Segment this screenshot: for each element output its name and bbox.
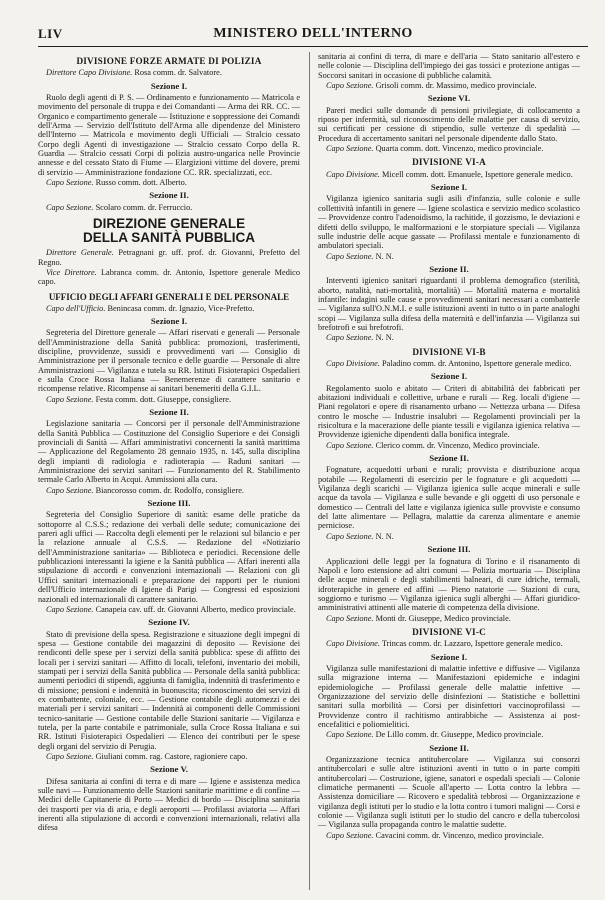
chief-name: Quarta comm. dott. Vincenzo, medico provinciale. (375, 144, 544, 154)
director-name: Petragnani gr. uff. prof. dr. Giovanni, Prefetto del Regno. (38, 248, 300, 267)
chief-role: Capo Sezione. (326, 531, 374, 541)
section-text: Organizzazione tecnica antitubercolare — Vigilanza sui consorzi antitubercolari e sulle altre istituzioni aventi in tutto o in parte compiti antitubercolari — Costruzione, igiene, sanatori e ospedali speciali — Colonie climatiche permanenti — Scuole all'aperto — Lotta contro la lebbra — Assistenza domiciliare — Ricovero e spedalità tebbrosi — Organizzazione e vigilanza degli istituti per lo studio e la lotta contro i tumori maligni — Corsi e colonie — Vigilanza sugli istituti per lo studio del cancro e della tubercolosi — Vigilanza sulla propaganda contro le malattie sudette. (318, 755, 580, 830)
section-chief (318, 252, 580, 261)
section-chief (38, 752, 300, 761)
chief-name: De Lillo comm. dr. Giuseppe, Medico provinciale. (375, 730, 544, 740)
section-text: Segreteria del Consiglio Superiore di sanità: esame delle pratiche da sottoporre al C.S.S.; redazione dei verbali delle sedute; comunicazione dei pareri agli uffici — Raccolta degli elementi per le relazioni sul bilancio e per la relazione annuale al C.S.S. — Redazione del «Notiziario dell'Amministrazione sanitaria» — Biblioteca e periodici. Recensione delle pubblicazioni interessanti la igiene e la Sanità pubblica — Affari inerenti alla stipulazione di accordi e convenzioni internazionali — Relazioni con gli Uffici sanitari internazionali e preparazione dei rapporti per le riunioni dell'Ufficio internazionale di Igiene di Parigi — Congressi ed esposizioni nazionali ed internazionali di carattere sanitario. (38, 510, 300, 604)
section-chief (38, 203, 300, 212)
chief-name: N. N. (375, 531, 394, 541)
office-title: UFFICIO DEGLI AFFARI GENERALI E DEL PERSONALE (48, 291, 290, 302)
section-title: Sezione II. (149, 406, 189, 417)
section-title: Sezione III. (427, 544, 471, 555)
section-text: Stato di previsione della spesa. Registrazione e situazione degli impegni di spesa — Gestione contabile dei magazzini di deposito — Revisione dei rendiconti delle spese per i servizi della sanità pubblica: spese di affitto dei locali per i servizi sanitari — Affitto di locali, telefoni, inventario dei mobili, stampati per i servizi della Sanità pubblica — Personale della sanità pubblica: aumenti periodici di stipendi, aggiunta di famiglia, indennità di trasferimento e di missione; pensioni e indennità in buonuscita; riconoscimento dei servizi di ex combattente, coloniale, ecc. — Gestione contabile degli automezzi e dei materiali per i servizi sanitari — Indennità ai componenti delle Commissioni tecnico-sanitarie — Gestione contabile delle Stazioni sanitarie — Vigilanza e tutela, per la parte contabile e patrimoniale, sulla Croce Rossa Italiana e sui RR. Istituti Fisioterapici Ospedalieri — Elenco dei contributi per le spese degli organi del servizio di Perugia. (38, 629, 300, 751)
division-director (318, 359, 580, 368)
section-text: Legislazione sanitaria — Concorsi per il personale dell'Amministrazione della Sanità Pubblica — Costituzione del Consiglio Superiore e dei Consigli provinciali di Sanità — Affari amministrativi concernenti la sanità marittima — Applicazione del Regolamento 28 gennaio 1935, n. 145, sulla disciplina degli impianti di radiologia e radioterapia — Raduni sanitari — Amministrazione dei servizi sanitari — Funzionamento del R. Stabilimento termale Carlo Alberto in Acqui. Ammissioni alla cura. (38, 419, 300, 485)
chief-name: Canapeia cav. uff. dr. Giovanni Alberto, medico provinciale. (95, 604, 296, 614)
section-chief (318, 532, 580, 541)
section-title: Sezione I. (430, 371, 468, 382)
chief-name: Grisoli comm. dr. Massimo, medico provinciale. (375, 81, 537, 91)
division-title: DIVISIONE VI-B (412, 346, 486, 357)
section-text: Vigilanza sulle manifestazioni di malattie infettive e diffusive — Vigilanza sulla migrazione interna — Manifestazioni epidemiche e indagini epidemiologiche — Profilassi generale delle malattie infettive — Organizzazione del servizio delle disinfezioni — Statistiche e bollettini sanitari sulla morbilità — Corsi per disinfettori vaccinoprofilassi — Provvidenze contro il rachitismo antirabbiche — Assistenza ai post-encefalitici e poliomielitici. (318, 663, 580, 729)
chief-role: Capo Sezione. (326, 333, 374, 343)
column-divider (309, 52, 310, 890)
section-chief (318, 333, 580, 342)
chief-name: N. N. (375, 333, 394, 343)
section-text: Vigilanza igienico sanitaria sugli asili d'infanzia, sulle colonie e sulle collettività infantili in genere — Igiene scolastica e servizio medico scolastico — Provvidenze contro l'adenoidismo, la rachitide, il gozzismo, le deviazioni e difetti dello sviluppo, le malformazioni e le storpiature speciali — Vigilanza sulle industrie delle acque gassate — Profilassi mentale e funzionamento di ambulatori speciali. (318, 194, 580, 251)
director-role: Direttore Generale. (46, 248, 114, 258)
section-title: Sezione VI. (427, 93, 471, 104)
chief-role: Capo Sezione. (46, 178, 94, 188)
chief-role: Capo Sezione. (326, 613, 374, 623)
section-chief (38, 395, 300, 404)
chief-name: Scolaro comm. dr. Ferruccio. (95, 202, 193, 212)
section-chief (38, 178, 300, 187)
section-title: Sezione IV. (148, 617, 190, 628)
chief-name: Giuliani comm. rag. Castore, ragioniere capo. (95, 752, 248, 761)
section-title: Sezione III. (147, 498, 191, 509)
section-text: Ruolo degli agenti di P. S. — Ordinamento e funzionamento — Matricola e movimento del personale di truppa e dei Comandanti — Arma dei RR. CC. — Organico e compartimento generale — Istituzione e soppressione dei Comandi dell'Arma — Servizio dell'Istituto dell'Arma alle dipendenze del Ministero dell'Interno — Matricola e movimento degli Ufficiali — Stralcio cessato Corpo degli Agenti di investigazione — Stralcio cessato Corpo della R. Guardia — Stralcio cessati Corpi di polizia austro-ungarica nelle Provincie annesse e del cessato Stato di Fiume — Elargizioni vittime del dovere, premi di servizio — Amministrazione fondazione CC. RR. specializzati, ecc. (38, 93, 300, 177)
division-director (318, 170, 580, 179)
director-name: Trincas comm. dr. Lazzaro, Ispettore generale medico. (381, 639, 563, 649)
chief-role: Capo Sezione. (46, 604, 94, 614)
director-name: Rosa comm. dr. Salvatore. (134, 68, 222, 78)
director-role: Direttore Capo Divisione. (46, 68, 133, 78)
chief-role: Capo Sezione. (46, 485, 94, 495)
chief-role: Capo Sezione. (46, 394, 94, 404)
chief-role: Capo Sezione. (326, 730, 374, 740)
director-name: Labranca comm. dr. Antonio, Ispettore generale Medico capo. (38, 267, 300, 287)
chief-name: Clerico comm. dr. Vincenzo, Medico provinciale. (375, 440, 540, 450)
section-text: Regolamento suolo e abitato — Criteri di abitabilità dei fabbricati per abitazioni individuali e collettive, urbane e rurali — Reg. locali d'igiene — Piani regolatori e opere di risanamento urbano — Nettezza urbana — Difesa contro le mosche — Industrie insalubri — Regolamenti provinciali per la risicoltura e la macerazione delle piante tessili e vigilanza igienica relativa — Provvidenze igieniche dipendenti dalla bonifica integrale. (318, 383, 580, 440)
director-role: Capo Divisione. (326, 169, 380, 179)
section-text: Applicazioni delle leggi per la fognatura di Torino e il risanamento di Napoli e loro estensione ad altri comuni — Polizia mortuaria — Disciplina delle acque minerali e degli stabilimenti balneari, di cure idriche, termali, idroterapiche in genere ed affini — Pieno natatorie — Stazioni di cura, soggiorno e turismo — Vigilanza igienica sugli alberghi — Affari giuridico-amministrativi attinenti alle materie di competenza della divisione. (318, 556, 580, 613)
page-header (38, 24, 588, 47)
director-role: Vice Direttore. (46, 267, 97, 277)
general-director (38, 248, 300, 267)
section-chief (38, 486, 300, 495)
director-role: Capo Divisione. (326, 639, 380, 649)
section-title: Sezione I. (430, 651, 468, 662)
section-text: Segreteria del Direttore generale — Affari riservati e generali — Personale dell'Amministrazione della Sanità pubblica: promozioni, trasferimenti, discipline, provvidenze, sussidi e provvedimenti vari — Consiglio di Amministrazione per il personale tecnico e delle guardie — Personale di altre Amministrazioni — Vigilanza e tutela su RR. Istituti Fisioterapici Ospedalieri e sulla Croce Rossa Italiana — Benemerenze di carattere sanitario e ricompense relative. Ricompense ai sanitari benemeriti della G.I.L. (38, 328, 300, 394)
section-text: Interventi igienico sanitari riguardanti il problema demografico (sterilità, aborto, natalità, nati-mortalità, mortalità) — Mortalità materna e mortalità infantile: indagini sulle cause e provvedimenti sanitari necessari a combatterle — Vigilanza sull'O.N.M.I. e sulle istituzioni aventi in tutto o in parte analoghi scopi — Vigilanza sulla difesa della maternità e dell'infanzia — Vigilanza sui brefotrofi e sui brefotrofi. (318, 276, 580, 332)
section-chief (318, 614, 580, 623)
director-role: Capo Divisione. (326, 358, 380, 368)
chief-name: Biancorosso comm. dr. Rodolfo, consigliere. (95, 485, 244, 495)
page-number: LIV (38, 26, 63, 41)
division-title: DIVISIONE VI-A (412, 157, 486, 168)
section-text: Fognature, acquedotti urbani e rurali; provvista e distribuzione acqua potabile — Regolamenti di esercizio per le fognature e gli acquedotti — Vigilanza degli scarichi — Vigilanza igienica sulle acque minerali e sulle acque da tavola — Vigilanza e sulle bevande e gli oggetti di uso personale e domestico — Centrali del latte e vigilanza igienica sulle provviste e consumo del latte alimentare — Pellagra, malattie da carenza alimentare e anemie perniciose. (318, 465, 580, 531)
section-text: Pareri medici sulle domande di pensioni privilegiate, di collocamento a riposo per infermità, sul riconoscimento delle malattie per causa di servizio, sui certificati per cessione di stipendio, sulle vertenze di spedalità — Procedura di accertamento sanitari nel personale dipendente dallo Stato. (318, 105, 580, 143)
chief-name: Russo comm. dott. Alberto. (95, 178, 187, 188)
section-chief (318, 831, 580, 840)
section-title: Sezione II. (429, 742, 469, 753)
section-chief (318, 441, 580, 450)
division-director (38, 68, 300, 77)
section-chief (318, 81, 580, 90)
chief-name: Monti dr. Giuseppe, Medico provinciale. (375, 613, 511, 623)
chief-role: Capo Sezione. (326, 144, 374, 154)
chief-role: Capo Sezione. (46, 202, 94, 212)
general-directorate-title-line2: DELLA SANITÀ PUBBLICA (83, 230, 255, 246)
left-column (38, 52, 300, 890)
section-chief (318, 730, 580, 739)
general-directorate-title (38, 217, 300, 245)
chief-name: N. N. (375, 251, 394, 261)
chief-name: Festa comm. dott. Giuseppe, consigliere. (95, 394, 232, 404)
division-director (318, 639, 580, 648)
director-name: Paladino comm. dr. Antonino, Ispettore generale medico. (382, 358, 572, 368)
running-title: MINISTERO DELL'INTERNO (213, 26, 413, 41)
section-text: Difesa sanitaria ai confini di terra e di mare — Igiene e assistenza medica sulle navi — Funzionamento delle Stazioni sanitarie marittime e di confine — Medici delle Capitanerie di Porto — Medici di bordo — Disciplina sanitaria dei trasporti per via di aria, e degli aeroporti — Profilassi aviatoria — Affari inerenti alla stipulazione di accordi e convenzioni internazionali, relativi alla difesa (38, 776, 300, 833)
chief-role: Capo dell'Ufficio. (46, 303, 106, 313)
section-title: Sezione II. (429, 263, 469, 274)
section-chief (38, 605, 300, 614)
chief-role: Capo Sezione. (326, 81, 374, 91)
section-title: Sezione V. (150, 764, 188, 775)
section-title: Sezione I. (150, 315, 188, 326)
chief-role: Capo Sezione. (326, 251, 374, 261)
chief-name: Cavacini comm. dr. Vincenzo, medico provinciale. (375, 830, 544, 840)
chief-name: Benincasa comm. dr. Ignazio, Vice-Prefetto. (107, 303, 255, 313)
division-title: DIVISIONE FORZE ARMATE DI POLIZIA (76, 56, 262, 66)
section-title: Sezione II. (149, 190, 189, 201)
section-text-continued: sanitaria ai confini di terra, di mare e dell'aria — Stato sanitario all'estero e nelle colonie — Disciplina dell'impiego dei gas tossici e protezione antigas — Soccorsi sanitari in occasione di pubbliche calamità. (318, 52, 580, 80)
chief-role: Capo Sezione. (326, 830, 374, 840)
general-directorate-title-line1: DIREZIONE GENERALE (92, 216, 246, 232)
director-name: Micell comm. dott. Emanuele, Ispettore generale medico. (382, 169, 573, 179)
chief-role: Capo Sezione. (46, 752, 94, 761)
section-chief (318, 144, 580, 153)
section-title: Sezione I. (150, 80, 188, 91)
right-column (318, 52, 580, 890)
office-chief (38, 304, 300, 313)
division-title: DIVISIONE VI-C (412, 626, 486, 637)
section-title: Sezione II. (429, 453, 469, 464)
vice-director (38, 268, 300, 287)
section-title: Sezione I. (430, 182, 468, 193)
chief-role: Capo Sezione. (326, 440, 374, 450)
